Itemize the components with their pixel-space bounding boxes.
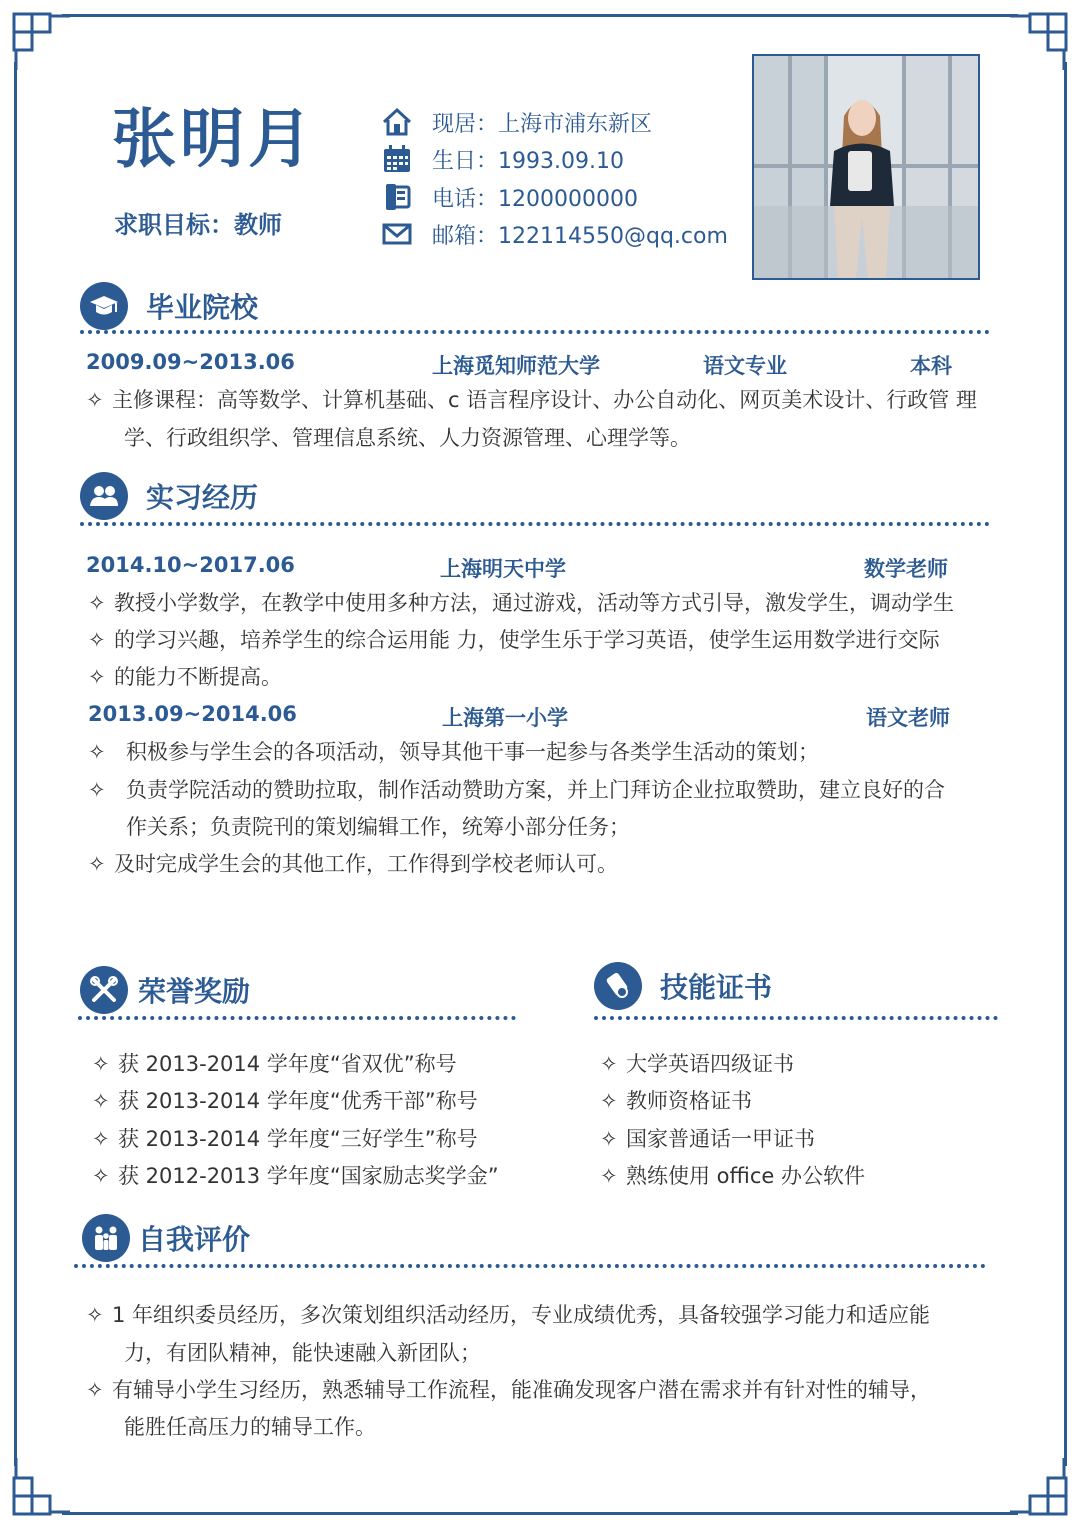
certificates-title: 技能证书 (660, 971, 773, 1004)
bullet-mark: ✧ (88, 591, 106, 615)
self-eval-section-header (82, 1214, 250, 1262)
corner-ornament-tl (8, 8, 70, 70)
job2-line-3: ✧ 及时完成学生会的其他工作，工作得到学校老师认可。 (88, 846, 618, 883)
certificate-item-1: ✧ 大学英语四级证书 (600, 1046, 794, 1083)
bullet-mark: ✧ (92, 1089, 110, 1113)
certificates-section-header (594, 962, 772, 1010)
bullet-mark: ✧ (88, 778, 106, 802)
tools-icon (80, 966, 128, 1014)
bullet-mark: ✧ (86, 1378, 104, 1402)
contact-email-text: 邮箱：122114550@qq.com (432, 223, 728, 249)
internship-section-header (80, 472, 258, 520)
honor-item-3: ✧ 获 2013-2014 学年度“三好学生”称号 (92, 1121, 478, 1158)
people-icon (80, 472, 128, 520)
job2-line-1: ✧ 积极参与学生会的各项活动，领导其他干事一起参与各类学生活动的策划； (88, 734, 819, 771)
certificate-item-2: ✧ 教师资格证书 (600, 1083, 752, 1120)
job2-role: 语文老师 (866, 706, 950, 730)
honor-item-4: ✧ 获 2012-2013 学年度“国家励志奖学金” (92, 1158, 499, 1195)
corner-ornament-tr (1010, 8, 1072, 70)
self-eval-line-2-continued: 能胜任高压力的辅导工作。 (124, 1415, 376, 1439)
phone-icon (380, 180, 414, 214)
bullet-mark: ✧ (88, 628, 106, 652)
bullet-mark: ✧ (600, 1164, 618, 1188)
job1-line-1: ✧ 教授小学数学，在教学中使用多种方法，通过游戏，活动等方式引导，激发学生，调动学生 (88, 585, 954, 622)
candidate-name: 张明月 (112, 103, 316, 177)
job1-org: 上海明天中学 (440, 557, 566, 581)
contact-address (380, 104, 652, 140)
education-section-header (80, 282, 258, 330)
corner-ornament-bl (8, 1458, 70, 1520)
education-title: 毕业院校 (146, 291, 259, 324)
education-major: 语文专业 (703, 354, 787, 378)
job1-role: 数学老师 (864, 557, 948, 581)
job2-period: 2013.09~2014.06 (88, 702, 297, 726)
contact-email (380, 216, 728, 252)
contact-phone-text: 电话：1200000000 (432, 186, 638, 212)
job-objective: 求职目标：教师 (114, 211, 282, 239)
calendar-icon (380, 142, 414, 176)
bullet-mark: ✧ (88, 665, 106, 689)
certificate-item-4: ✧ 熟练使用 office 办公软件 (600, 1158, 865, 1195)
honors-divider (78, 1016, 516, 1020)
education-school: 上海觅知师范大学 (432, 354, 600, 378)
honor-item-2: ✧ 获 2013-2014 学年度“优秀干部”称号 (92, 1083, 478, 1120)
certificates-divider (594, 1016, 998, 1020)
self-eval-line-1: ✧ 1 年组织委员经历，多次策划组织活动经历，专业成绩优秀，具备较强学习能力和适应能 (86, 1297, 930, 1334)
bullet-mark: ✧ (86, 1303, 104, 1327)
frame-bottom (62, 1512, 1018, 1515)
home-icon (380, 105, 414, 139)
bullet-mark: ✧ (88, 852, 106, 876)
education-courses-continued: 学、行政组织学、管理信息系统、人力资源管理、心理学等。 (124, 426, 691, 450)
contact-birthday (380, 141, 624, 177)
profile-photo (752, 54, 980, 280)
job2-line-2: ✧ 负责学院活动的赞助拉取，制作活动赞助方案，并上门拜访企业拉取赞助，建立良好的合 (88, 772, 945, 809)
education-divider (80, 330, 990, 334)
graduation-cap-icon (80, 282, 128, 330)
honors-title: 荣誉奖励 (138, 975, 251, 1008)
honor-item-1: ✧ 获 2013-2014 学年度“省双优”称号 (92, 1046, 457, 1083)
education-period: 2009.09~2013.06 (86, 350, 295, 374)
job2-line-2-continued: 作关系；负责院刊的策划编辑工作，统筹小部分任务； (126, 815, 630, 839)
job1-line-3: ✧ 的能力不断提高。 (88, 659, 282, 696)
bullet-mark: ✧ (600, 1127, 618, 1151)
self-eval-line-2: ✧ 有辅导小学生习经历，熟悉辅导工作流程，能准确发现客户潜在需求并有针对性的辅导， (86, 1372, 931, 1409)
bullet-mark: ✧ (92, 1164, 110, 1188)
self-eval-divider (74, 1264, 986, 1268)
job1-line-2: ✧ 的学习兴趣，培养学生的综合运用能 力，使学生乐于学习英语，使学生运用数学进行交际 (88, 622, 940, 659)
job2-org: 上海第一小学 (442, 706, 568, 730)
job1-period: 2014.10~2017.06 (86, 553, 295, 577)
education-degree: 本科 (910, 354, 952, 378)
certificate-item-3: ✧ 国家普通话一甲证书 (600, 1121, 815, 1158)
education-courses: ✧ 主修课程：高等数学、计算机基础、c 语言程序设计、办公自动化、网页美术设计、行政管 理 (86, 382, 977, 419)
mail-icon (380, 217, 414, 251)
self-eval-line-1-continued: 力，有团队精神，能快速融入新团队； (124, 1341, 481, 1365)
contact-birthday-text: 生日：1993.09.10 (432, 148, 624, 174)
frame-top (62, 14, 1018, 17)
bullet-mark: ✧ (92, 1127, 110, 1151)
frame-right (1064, 62, 1067, 1466)
corner-ornament-br (1010, 1458, 1072, 1520)
certificate-icon (594, 962, 642, 1010)
contact-address-text: 现居：上海市浦东新区 (432, 111, 653, 137)
honors-section-header (80, 966, 250, 1014)
family-icon (82, 1214, 130, 1262)
frame-left (14, 62, 17, 1466)
bullet-mark: ✧ (600, 1089, 618, 1113)
bullet-mark: ✧ (600, 1052, 618, 1076)
internship-title: 实习经历 (146, 481, 259, 514)
bullet-mark: ✧ (86, 388, 104, 412)
bullet-mark: ✧ (92, 1052, 110, 1076)
contact-phone (380, 179, 638, 215)
self-eval-title: 自我评价 (138, 1223, 251, 1256)
internship-divider (80, 522, 990, 526)
bullet-mark: ✧ (88, 740, 106, 764)
